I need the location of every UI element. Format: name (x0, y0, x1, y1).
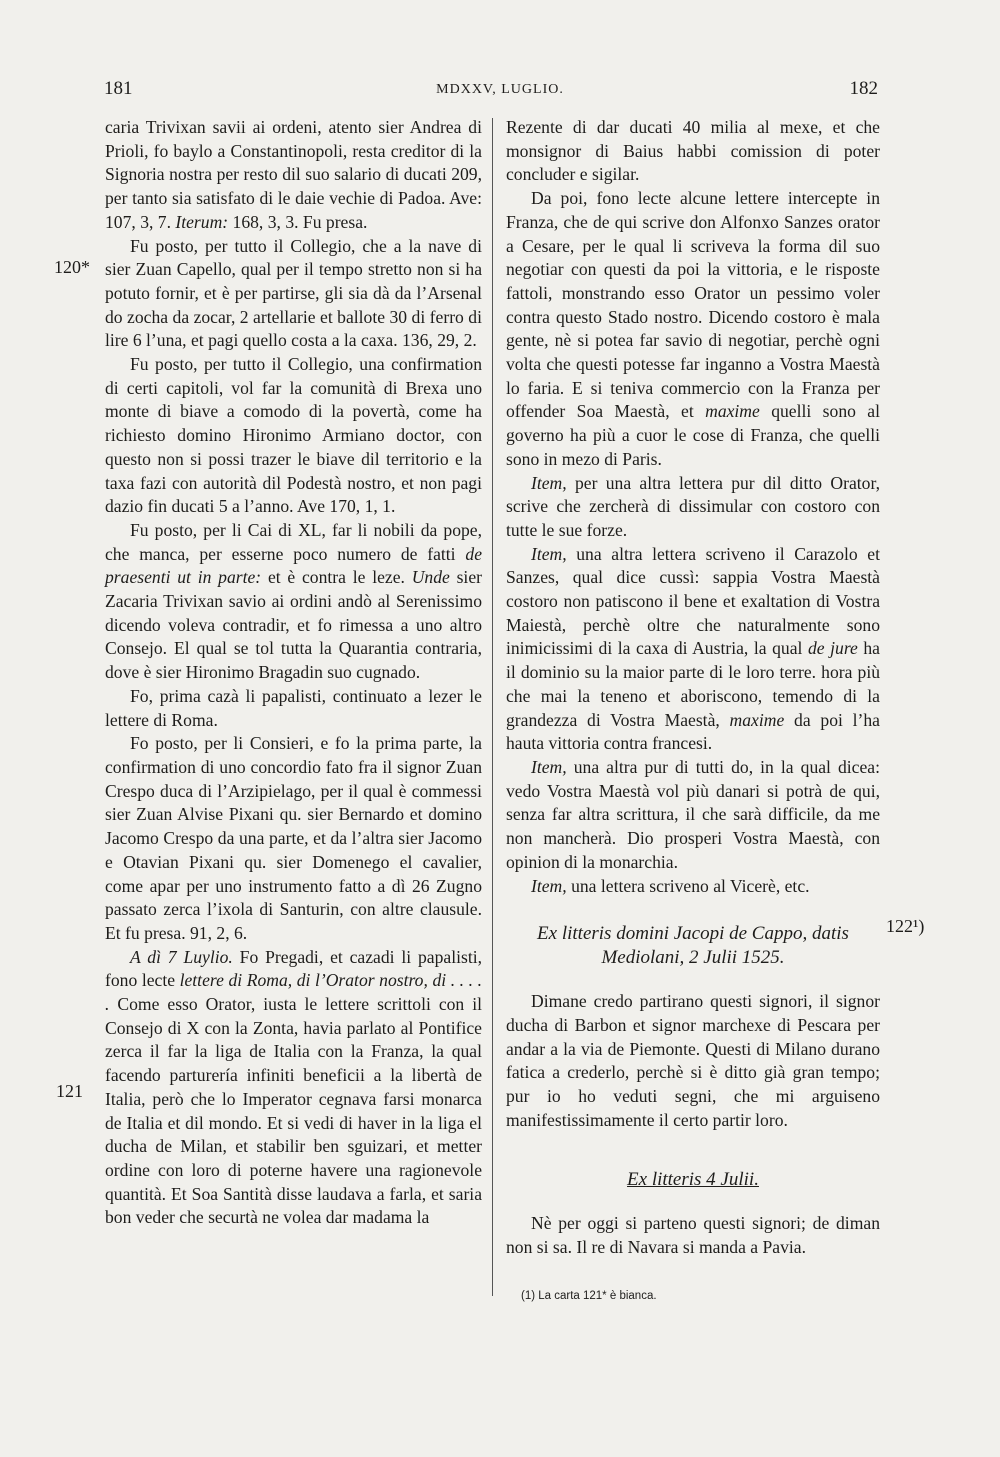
margin-folio-122: 122¹) (886, 916, 925, 936)
column-divider (492, 118, 493, 1296)
paragraph: caria Trivixan savii ai ordeni, atento sier Andrea di Prioli, fo baylo a Constantinopoli, resta creditor di la Signoria nostra per resto dil suo salario di ducati 209, per tanto sia satisfato di le daie vechie di Padoa. Ave: 107, 3, 7. Iterum: 168, 3, 3. Fu presa. (105, 117, 482, 232)
paragraph: Nè per oggi si parteno questi signori; de diman non si sa. Il re di Navara si manda a Pavia. (506, 1213, 880, 1258)
paragraph: Fu posto, per tutto il Collegio, che a la nave di sier Zuan Capello, qual per il tempo stretto non si ha potuto fornir, et è per partirse, gli sia dà da l’Arsenal do zocha da zocar, 2 artellarie et ballote 30 di ferro di lire 6 l’una, et pagi quello costa a la caxa. 136, 29, 2. (105, 235, 482, 351)
paragraph: Da poi, fono lecte alcune lettere intercepte in Franza, che de qui scrive don Alfonxo Sanzes orator a Cesare, per le qual li scriveva la forma dil suo negotiar con questi da poi la vittoria, e le risposte fattoli, monstrando esso Orator un pessimo voler contra questo Stado nostro. Dicendo costoro è mala gente, nè si potea far savio di negotiar, perchè ogni volta che questi potesse far inganno a Vostra Maestà lo faria. E si teniva commercio con la Franza per offender Soa Maestà, et maxime quelli sono al governo ha più a cuor le cose di Franza, che quelli sono in mezo di Paris. (506, 188, 880, 469)
paragraph: Fu posto, per tutto il Collegio, una confirmation di certi capitoli, vol far la comunità di Brexa uno monte di biave a comodo di la povertà, come ha richiesto domino Hironimo Armiano doctor, con questo non si possi trazer le biave dil territorio e la taxa fazi con autorità dil Podestà nostro, et non pagi dazio fin ducati 5 a l’anno. Ave 170, 1, 1. (105, 354, 482, 517)
right-page-number: 182 (849, 78, 878, 99)
section-heading: Ex litteris 4 Julii. (627, 1169, 759, 1191)
section-heading: Ex litteris domini Jacopi de Cappo, datis Mediolani, 2 Julii 1525. (537, 923, 849, 969)
paragraph: Item, una altra pur di tutti do, in la qual dicea: vedo Vostra Maestà vol più danari si potrà de qui, senza far altra scrittura, il che sarà difficile, da me non mancherà. Dio prosperi Vostra Maestà, con opinion di la monarchia. (506, 756, 880, 872)
paragraph: Item, una lettera scriveno al Vicerè, etc. (531, 875, 810, 896)
paragraph: Fu posto, per li Cai di XL, far li nobili da pope, che manca, per esserne poco numero de fatti de praesenti ut in parte: et è contra le leze. Unde sier Zacaria Trivixan savio ai ordini andò al Serenissimo dicendo voleva contradir, et fo rimessa a uno altro Consejo. El qual se tol tutta la Quarantia contraria, dove è sier Hironimo Bragadin suo cugnado. (105, 519, 482, 683)
margin-folio-120: 120* (54, 257, 90, 277)
paragraph: A dì 7 Luylio. Fo Pregadi, et cazadi li papalisti, fono lecte lettere di Roma, di l’Orator nostro, di . . . . . Come esso Orator, iusta le lettere scrittoli con il Consejo di X con la Zonta, havia parlato al Pontifice zerca il far la liga de Italia con la Franza, la qual facendo parturería infiniti beneficii a la libertà de Italia, però che lo Imperator cegnava farsi monarca de Italia et dil mondo. Et si vedi di haver in la liga el ducha de Milan, et stabilir ben sguizari, et metter ordine con loro di poterne havere una ragionevole quantità. Et Soa Santità disse laudava a farla, et saria bon veder che securtà ne volea dar madama la (105, 946, 482, 1228)
left-page-number: 181 (104, 78, 133, 99)
paragraph: Dimane credo partirano questi signori, il signor ducha di Barbon et signor marchexe di Pescara per andar a la via de Piemonte. Questi di Milano durano fatica a crederlo, perchè si è ditto già gran tempo; pur io ho veduti segni, che mi arguiseno manifestissimamente il certo partir loro. (506, 991, 880, 1130)
running-title: MDXXV, LUGLIO. (436, 82, 564, 97)
paragraph: Fo posto, per li Consieri, e fo la prima parte, la confirmation di uno concordio fato fra il signor Zuan Crespo duca di l’Arzipielago, per il qual è commessi sier Zuan Alvise Pixani qu. sier Bernardo et domino Jacomo Crespo da una parte, et da l’altra sier Jacomo e Otavian Pixani qu. sier Domenego el cavalier, come apar per uno instrumento fatto a dì 26 Zugno passato zerca l’ixola di Santurin, con altre clausule. Et fu presa. 91, 2, 6. (105, 733, 482, 943)
paragraph: Item, una altra lettera scriveno il Carazolo et Sanzes, qual dice cussì: sappia Vostra Maestà costoro non patiscono il bene et exaltation di Vostra Maiestà, perchè oltre che naturalmente sono inimicissimi di la caxa di Austria, la qual de jure ha il dominio su la maior parte di le loro terre. hora più che mai la teneno et aboriscono, temendo di la grandezza di Vostra Maestà, maxime da poi l’ha hauta vittoria contra francesi. (506, 543, 880, 754)
paragraph: Item, per una altra lettera pur dil ditto Orator, scrive che zercherà di dissimular con costoro con tutte le sue forze. (506, 472, 880, 540)
right-column (506, 116, 880, 1260)
paragraph: Rezente di dar ducati 40 milia al mexe, et che monsignor di Baius habbi comission di poter concluder e sigilar. (506, 117, 880, 185)
margin-folio-121: 121 (56, 1081, 83, 1101)
paragraph: Fo, prima cazà li papalisti, continuato a lezer le lettere di Roma. (105, 685, 482, 730)
left-column (105, 116, 482, 1230)
footnote: (1) La carta 121* è bianca. (521, 1290, 657, 1302)
